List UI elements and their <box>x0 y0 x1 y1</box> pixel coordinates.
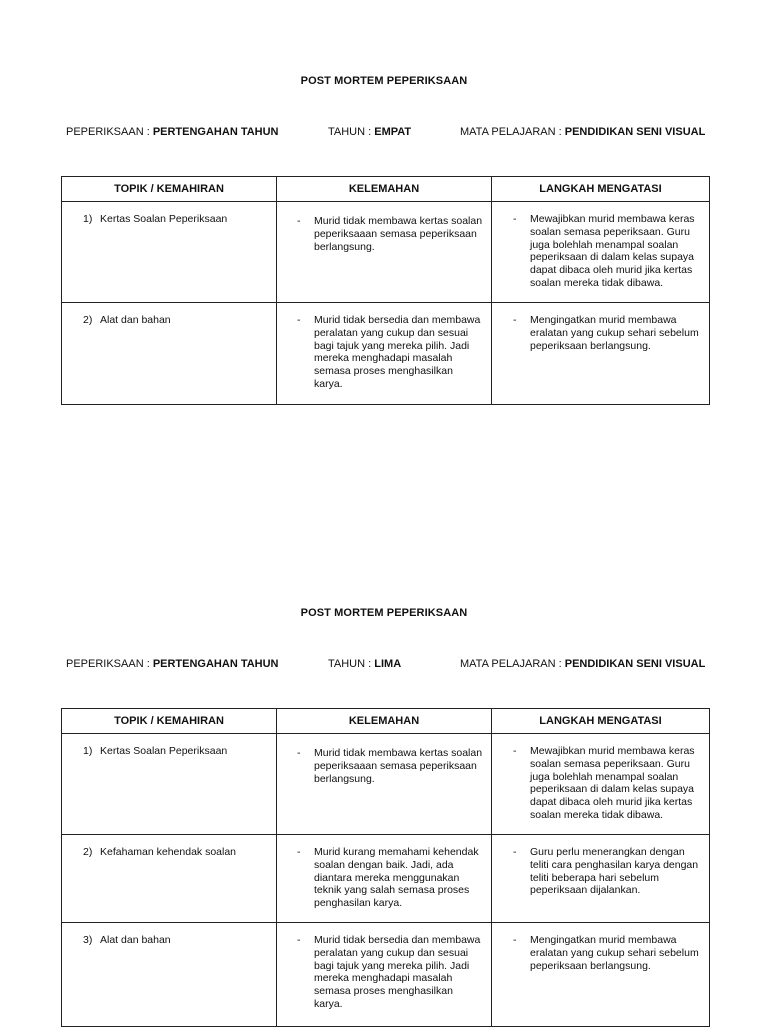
exam-label: PEPERIKSAAN : <box>66 658 153 670</box>
header-topic: TOPIK / KEMAHIRAN <box>62 709 277 734</box>
section-1-table <box>61 176 710 405</box>
weakness-text: Murid kurang memahami kehendak soalan dengan baik. Jadi, ada diantara mereka menggunakan teknik yang salah semasa proses penghasilan karya. <box>314 846 479 910</box>
action-cell <box>492 734 710 835</box>
weakness-cell <box>277 923 492 1027</box>
bullet-dash: - <box>513 213 517 225</box>
topic-cell <box>62 303 277 405</box>
exam-field <box>66 658 279 670</box>
subject-field <box>460 126 705 138</box>
subject-value: PENDIDIKAN SENI VISUAL <box>564 126 706 138</box>
weakness-text: Murid tidak membawa kertas soalan peperiksaaan semasa peperiksaan berlangsung. <box>314 747 483 785</box>
action-text: Mewajibkan murid membawa keras soalan semasa peperiksaan. Guru juga bolehlah menampal soalan peperiksaan di dalam kelas supaya dapat dibaca oleh murid jika kertas soalan mereka tidak dibawa. <box>530 213 695 289</box>
table-row <box>62 923 710 1027</box>
bullet-dash: - <box>297 934 301 946</box>
bullet-dash: - <box>297 747 301 759</box>
weakness-text: Murid tidak membawa kertas soalan peperiksaaan semasa peperiksaan berlangsung. <box>314 215 483 253</box>
subject-label: MATA PELAJARAN : <box>460 126 565 138</box>
weakness-cell <box>277 835 492 923</box>
row-number: 3) <box>83 934 93 946</box>
table-row <box>62 835 710 923</box>
topic-text: Alat dan bahan <box>100 934 171 946</box>
year-field <box>328 126 411 138</box>
action-cell <box>492 835 710 923</box>
topic-cell <box>62 835 277 923</box>
header-weakness: KELEMAHAN <box>277 177 492 202</box>
table-row <box>62 734 710 835</box>
topic-cell <box>62 202 277 303</box>
topic-cell <box>62 734 277 835</box>
exam-value: PERTENGAHAN TAHUN <box>152 126 279 138</box>
subject-field <box>460 658 705 670</box>
action-cell <box>492 202 710 303</box>
header-topic: TOPIK / KEMAHIRAN <box>62 177 277 202</box>
action-text: Mewajibkan murid membawa keras soalan semasa peperiksaan. Guru juga bolehlah menampal soalan peperiksaan di dalam kelas supaya dapat dibaca oleh murid jika kertas soalan mereka tidak dibawa. <box>530 745 695 821</box>
bullet-dash: - <box>297 846 301 858</box>
bullet-dash: - <box>297 215 301 227</box>
year-field <box>328 658 401 670</box>
action-cell <box>492 303 710 405</box>
row-number: 2) <box>83 314 93 326</box>
topic-text: Kertas Soalan Peperiksaan <box>100 745 228 757</box>
table-header-row <box>62 709 710 734</box>
header-weakness: KELEMAHAN <box>277 709 492 734</box>
row-number: 2) <box>83 846 93 858</box>
bullet-dash: - <box>297 314 301 326</box>
exam-value: PERTENGAHAN TAHUN <box>152 658 279 670</box>
year-label: TAHUN : <box>328 126 375 138</box>
exam-field <box>66 126 279 138</box>
weakness-cell <box>277 734 492 835</box>
year-value: LIMA <box>374 658 402 670</box>
action-text: Mengingatkan murid membawa eralatan yang cukup sehari sebelum peperiksaan berlangsung. <box>530 934 699 972</box>
table-row <box>62 202 710 303</box>
action-cell <box>492 923 710 1027</box>
header-action: LANGKAH MENGATASI <box>492 709 710 734</box>
topic-text: Kertas Soalan Peperiksaan <box>100 213 228 225</box>
action-text: Mengingatkan murid membawa eralatan yang cukup sehari sebelum peperiksaan berlangsung. <box>530 314 699 352</box>
subject-value: PENDIDIKAN SENI VISUAL <box>564 658 706 670</box>
section-2-title: POST MORTEM PEPERIKSAAN <box>300 607 468 619</box>
topic-text: Alat dan bahan <box>100 314 171 326</box>
topic-text: Kefahaman kehendak soalan <box>100 846 237 858</box>
bullet-dash: - <box>513 745 517 757</box>
year-value: EMPAT <box>374 126 412 138</box>
year-label: TAHUN : <box>328 658 375 670</box>
weakness-cell <box>277 202 492 303</box>
header-action: LANGKAH MENGATASI <box>492 177 710 202</box>
action-text: Guru perlu menerangkan dengan teliti cara penghasilan karya dengan teliti beberapa hari sebelum peperiksaan dijalankan. <box>530 846 699 897</box>
bullet-dash: - <box>513 846 517 858</box>
section-1-title: POST MORTEM PEPERIKSAAN <box>300 75 468 87</box>
topic-cell <box>62 923 277 1027</box>
bullet-dash: - <box>513 314 517 326</box>
section-2-table <box>61 708 710 1027</box>
weakness-text: Murid tidak bersedia dan membawa peralatan yang cukup dan sesuai bagi tajuk yang mereka pilih. Jadi mereka menghadapi masalah semasa proses menghasilkan karya. <box>314 314 481 390</box>
row-number: 1) <box>83 745 93 757</box>
table-header-row <box>62 177 710 202</box>
bullet-dash: - <box>513 934 517 946</box>
subject-label: MATA PELAJARAN : <box>460 658 565 670</box>
weakness-text: Murid tidak bersedia dan membawa peralatan yang cukup dan sesuai bagi tajuk yang mereka pilih. Jadi mereka menghadapi masalah semasa proses menghasilkan karya. <box>314 934 481 1010</box>
exam-label: PEPERIKSAAN : <box>66 126 153 138</box>
row-number: 1) <box>83 213 93 225</box>
weakness-cell <box>277 303 492 405</box>
table-row <box>62 303 710 405</box>
